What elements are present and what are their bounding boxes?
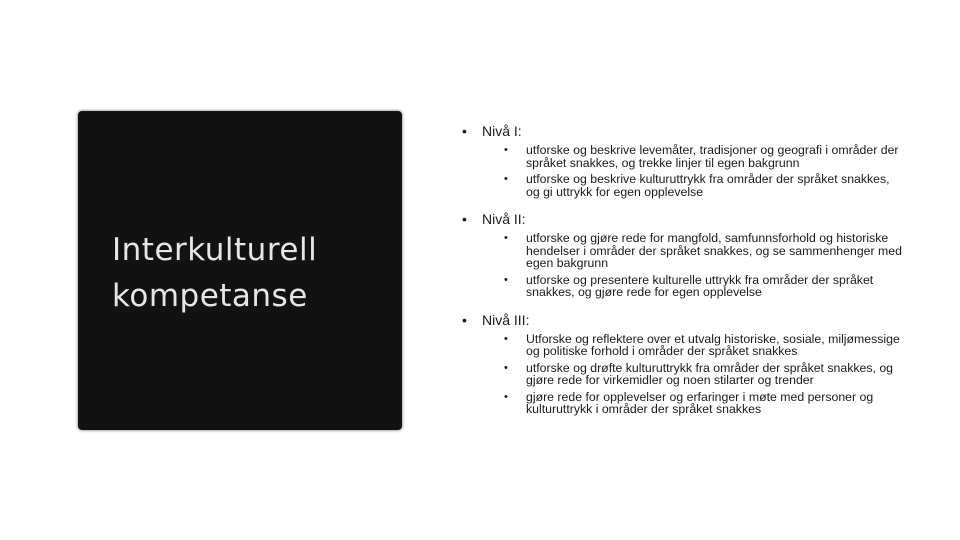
level-heading-label: Nivå I: [482,123,522,139]
bullet-icon: • [462,123,467,139]
level-heading-label: Nivå III: [482,311,530,328]
title-panel [78,111,402,430]
list-item [462,232,902,270]
level-heading-2 [462,210,902,228]
slide-title [112,227,392,319]
level-1-list [462,144,902,198]
bullet-icon: • [504,361,508,374]
bullet-icon: • [504,390,508,403]
bullet-icon: • [504,273,508,286]
level-2-list [462,232,902,299]
level-heading-label: Nivå II: [482,211,526,227]
list-item-text: utforske og presentere kulturelle uttrykk fra områder der språket snakkes, og gjøre rede for egen opplevelse [526,272,874,299]
level-3-list [462,333,902,416]
level-heading-1 [462,122,902,140]
list-item-text: Utforske og reflektere over et utvalg historiske, sosiale, miljømessige og politiske forhold i områder der språket snakkes [526,331,900,358]
slide-title-line-1: Interkulturell [112,232,318,268]
slide-title-line-2: kompetanse [112,278,308,314]
list-item [462,333,902,358]
bullet-icon: • [504,173,508,185]
list-item-text: gjøre rede for opplevelser og erfaringer i møte med personer og kulturuttrykk i områder der språket snakkes [526,389,874,416]
list-item-text: utforske og gjøre rede for mangfold, samfunnsforhold og historiske hendelser i områder der språket snakkes, og se sammenhenger med egen bakgrunn [526,231,902,270]
bullet-icon: • [504,232,508,244]
list-item [462,173,902,198]
list-item [462,362,902,387]
list-item [462,391,902,416]
list-item-text: utforske og beskrive kulturuttrykk fra områder der språket snakkes, og gi uttrykk for egen opplevelse [526,172,890,199]
bullet-icon: • [504,144,508,156]
level-heading-3 [462,311,902,329]
bullet-icon: • [504,332,508,345]
slide-content [462,122,902,428]
list-item-text: utforske og beskrive levemåter, tradisjoner og geografi i områder der språket snakkes, og trekke linjer til egen bakgrunn [526,143,899,170]
list-item [462,144,902,169]
bullet-icon: • [462,211,467,227]
list-item-text: utforske og drøfte kulturuttrykk fra områder der språket snakkes, og gjøre rede for virkemidler og noen stilarter og trender [526,360,894,387]
bullet-icon: • [462,311,467,328]
list-item [462,274,902,299]
